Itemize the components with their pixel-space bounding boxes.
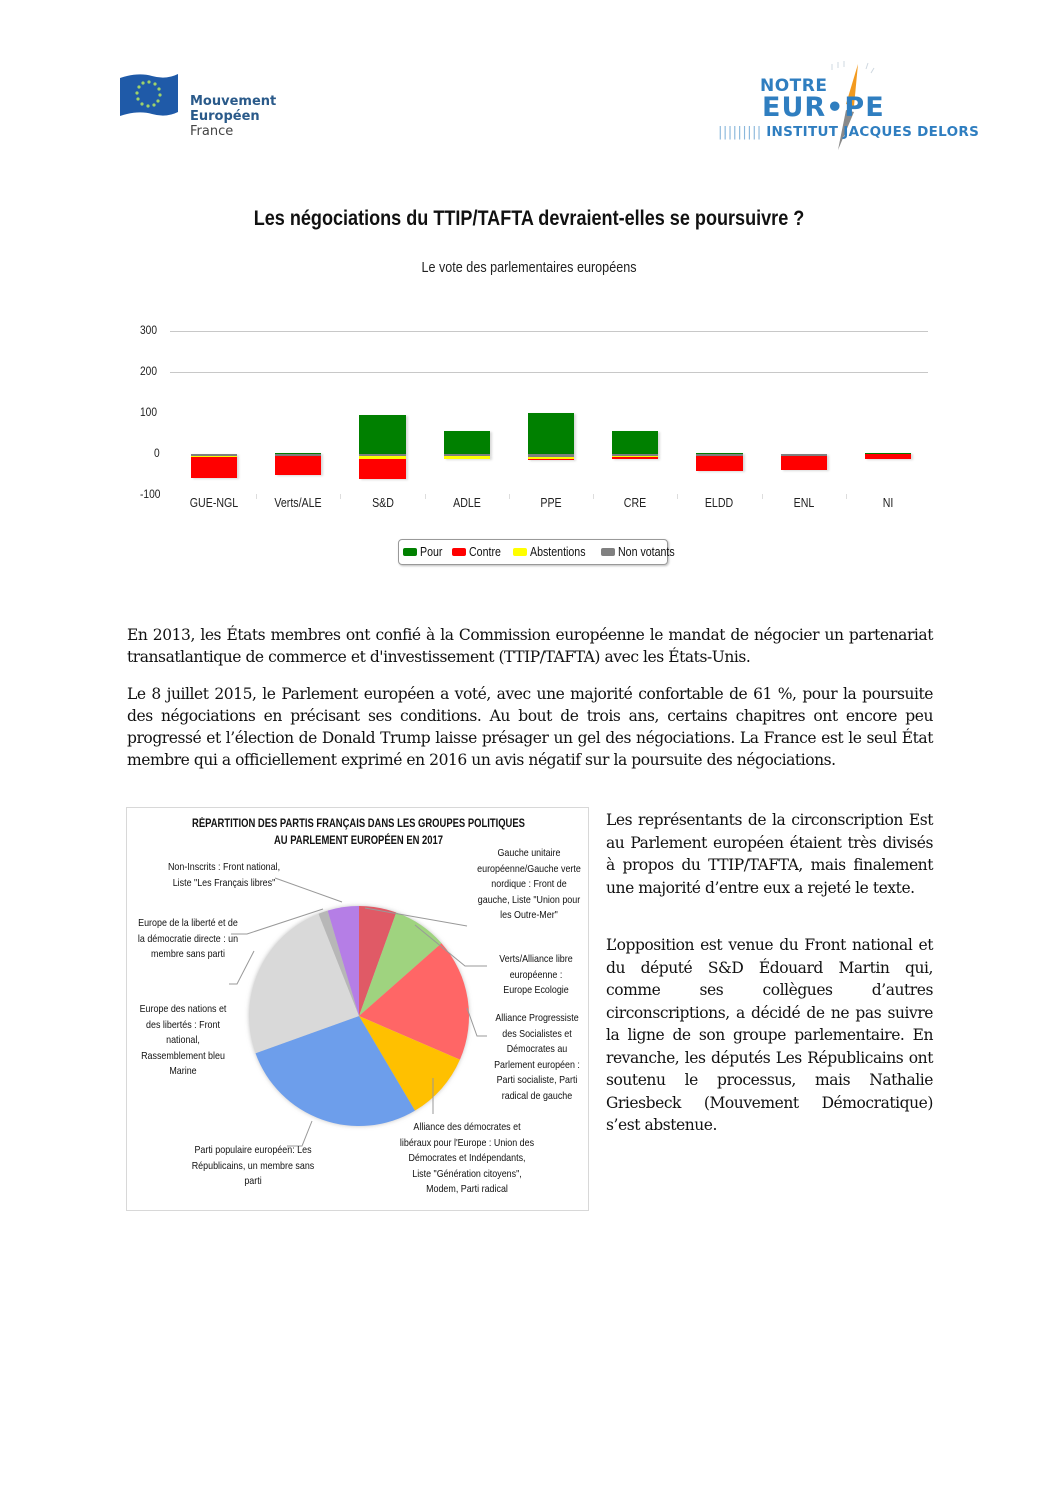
pie-title: RÉPARTITION DES PARTIS FRANÇAIS DANS LES GROUPES POLITIQUES AU PARLEMENT EUROPÉEN EN 2017	[192, 818, 525, 847]
mouvement-europeen-logo	[118, 70, 298, 145]
y-tick: 0	[154, 446, 160, 460]
axis-tick	[677, 494, 678, 499]
logo-institut: INSTITUT	[766, 124, 839, 140]
logo-line-3: France	[190, 124, 234, 139]
bar-segment	[444, 456, 490, 460]
page-title: Les négociations du TTIP/TAFTA devraient-elles se poursuivre ?	[253, 207, 805, 230]
bar-segment	[275, 456, 321, 476]
x-tick: ELDD	[705, 496, 734, 510]
y-tick: 200	[140, 364, 158, 378]
pie-label-verts: Verts/Alliance libre européenne : Europe Ecologie	[499, 953, 573, 996]
y-tick: -100	[140, 487, 161, 501]
legend-abstentions: Abstentions	[513, 545, 595, 559]
x-tick: Verts/ALE	[274, 496, 322, 510]
logo-notre: NOTRE	[760, 76, 828, 96]
x-tick: NI	[882, 496, 894, 510]
bar-segment	[865, 454, 911, 459]
notre-europe-logo	[718, 60, 980, 152]
bar-segment	[612, 431, 658, 454]
axis-tick	[762, 494, 763, 499]
bar-segment	[612, 457, 658, 459]
pie-label-ni: Non-Inscrits : Front national, Liste "Les Français libres"	[167, 861, 281, 889]
logo-line-1: Mouvement	[190, 94, 277, 109]
gridline	[170, 372, 928, 373]
axis-tick	[340, 494, 341, 499]
logo-line-2: Européen	[190, 109, 260, 124]
logo-europe: EUR•PE	[762, 92, 885, 123]
x-tick: ENL	[793, 496, 814, 510]
vote-bar-chart	[130, 318, 940, 578]
bar-segment	[781, 456, 827, 471]
bar-segment	[696, 456, 742, 472]
bar-segment	[359, 459, 405, 479]
pie-label-gue: Gauche unitaire européenne/Gauche verte nordique : Front de gauche, Liste "Union pour les Outre-Mer"	[477, 847, 581, 921]
opposition-paragraph: L’opposition est venue du Front national et du député S&D Édouard Martin qui, comme ses collègues d’autres circonscriptions, a décidé de ne pas suivre la ligne de son groupe parlementaire. En revanche, les députés Les Républicains ont soutenu le processus, mais Nathalie Griesbeck (Mouvement Démocratique) s’est abstenue.	[606, 936, 933, 1134]
swatch-icon	[513, 548, 527, 556]
swatch-icon	[452, 548, 466, 556]
pie-label-efdd: Europe de la liberté et de la démocratie directe : un membre sans parti	[137, 917, 239, 960]
y-tick: 100	[140, 405, 158, 419]
bar-segment	[528, 413, 574, 454]
gridline	[170, 331, 928, 332]
logo-bars: |||||||||	[718, 124, 767, 140]
pie-label-ppe: Parti populaire européen: Les Républicains, un membre sans parti	[191, 1144, 315, 1187]
swatch-icon	[601, 548, 615, 556]
axis-tick	[256, 494, 257, 499]
legend-non-votants: Non votants	[601, 545, 685, 559]
logo-jacques-delors: JACQUES DELORS	[838, 124, 980, 140]
pie-label-alde: Alliance des démocrates et libéraux pour l'Europe : Union des Démocrates et Indépendants, Liste "Génération citoyens", Modem, Parti radical	[399, 1121, 535, 1195]
bar-segment	[444, 431, 490, 454]
chart-legend	[398, 539, 675, 565]
x-tick: PPE	[540, 496, 562, 510]
axis-tick	[425, 494, 426, 499]
bar-segment	[359, 415, 405, 454]
chart-subtitle: Le vote des parlementaires européens	[421, 259, 637, 276]
x-tick: GUE-NGL	[189, 496, 239, 510]
intro-paragraph: En 2013, les États membres ont confié à la Commission européenne le mandat de négocier un partenariat transatlantique de commerce et d'investissement (TTIP/TAFTA) avec les États-Unis.	[127, 626, 933, 666]
bar-segment	[191, 457, 237, 478]
axis-tick	[509, 494, 510, 499]
pie-chart-figure	[126, 807, 589, 1211]
bar-segment	[528, 459, 574, 461]
axis-tick	[846, 494, 847, 499]
legend-pour: Pour	[403, 545, 446, 559]
circonscription-paragraph: Les représentants de la circonscription Est au Parlement européen étaient très divisés à propos du TTIP/TAFTA, mais finalement une majorité d’entre eux a rejeté le texte.	[606, 811, 933, 897]
pie-label-enf: Europe des nations et des libertés : Front national, Rassemblement bleu Marine	[139, 1003, 227, 1077]
pie-label-sd: Alliance Progressiste des Socialistes et Démocrates au Parlement européen : Parti socialiste, Parti radical de gauche	[494, 1012, 580, 1102]
x-tick: ADLE	[452, 496, 481, 510]
legend-contre: Contre	[452, 545, 507, 559]
y-tick: 300	[140, 323, 158, 337]
x-tick: S&D	[371, 496, 394, 510]
swatch-icon	[403, 548, 417, 556]
vote-paragraph: Le 8 juillet 2015, le Parlement européen a voté, avec une majorité confortable de 61 %, pour la poursuite des négociations en précisant ses conditions. Au bout de trois ans, certains chapitres ont encore peu progressé et l’élection de Donald Trump laisse présager un gel des négociations. La France est le seul État membre qui a officiellement exprimé en 2016 un avis négatif sur la poursuite des négociations.	[127, 685, 933, 769]
axis-tick	[593, 494, 594, 499]
eu-flag-icon	[118, 72, 180, 118]
x-tick: CRE	[623, 496, 647, 510]
